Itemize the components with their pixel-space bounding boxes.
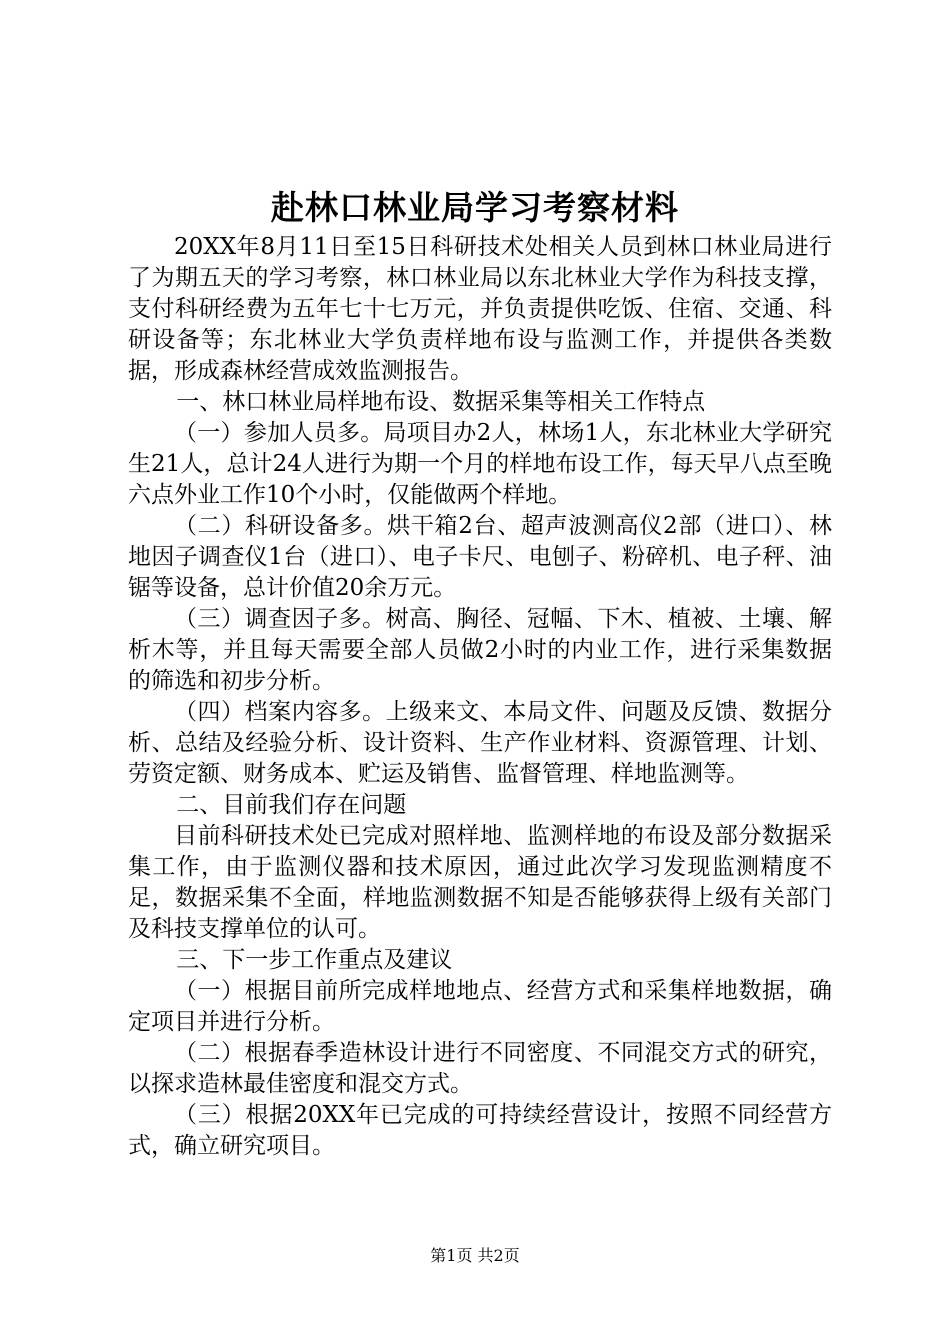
section-heading-2: 二、目前我们存在问题 xyxy=(176,792,407,818)
paragraph-item: （一）参加人员多。局项目办2人，林场1人，东北林业大学研究生21人，总计24人进行为期一个月的样地布设工作，每天早八点至晚六点外业工作10个小时，仅能做两个样地。 xyxy=(128,420,832,508)
paragraph-item: （二）科研设备多。烘干箱2台、超声波测高仪2部（进口）、林地因子调查仪1台（进口）、电子卡尺、电刨子、粉碎机、电子秤、油锯等设备，总计价值20余万元。 xyxy=(128,513,832,601)
paragraph-item: （四）档案内容多。上级来文、本局文件、问题及反馈、数据分析、总结及经验分析、设计资料、生产作业材料、资源管理、计划、劳资定额、财务成本、贮运及销售、监督管理、样地监测等。 xyxy=(128,699,832,787)
document-body xyxy=(128,232,832,1162)
section-heading-1: 一、林口林业局样地布设、数据采集等相关工作特点 xyxy=(176,389,706,415)
section-heading-3: 三、下一步工作重点及建议 xyxy=(176,947,453,973)
paragraph-item: （一）根据目前所完成样地地点、经营方式和采集样地数据，确定项目并进行分析。 xyxy=(128,978,832,1035)
page-number-footer: 第1页 共2页 xyxy=(430,1246,520,1265)
paragraph-problems: 目前科研技术处已完成对照样地、监测样地的布设及部分数据采集工作，由于监测仪器和技术原因，通过此次学习发现监测精度不足，数据采集不全面，样地监测数据不知是否能够获得上级有关部门及科技支撑单位的认可。 xyxy=(128,823,832,942)
document-title: 赴林口林业局学习考察材料 xyxy=(271,188,679,227)
paragraph-item: （三）调查因子多。树高、胸径、冠幅、下木、植被、土壤、解析木等，并且每天需要全部人员做2小时的内业工作，进行采集数据的筛选和初步分析。 xyxy=(128,606,832,694)
paragraph-intro: 20XX年8月11日至15日科研技术处相关人员到林口林业局进行了为期五天的学习考察，林口林业局以东北林业大学作为科技支撑，支付科研经费为五年七十七万元，并负责提供吃饭、住宿、交通、科研设备等；东北林业大学负责样地布设与监测工作，并提供各类数据，形成森林经营成效监测报告。 xyxy=(128,234,832,384)
paragraph-item: （二）根据春季造林设计进行不同密度、不同混交方式的研究，以探求造林最佳密度和混交方式。 xyxy=(128,1040,832,1097)
paragraph-item: （三）根据20XX年已完成的可持续经营设计，按照不同经营方式，确立研究项目。 xyxy=(128,1102,832,1159)
